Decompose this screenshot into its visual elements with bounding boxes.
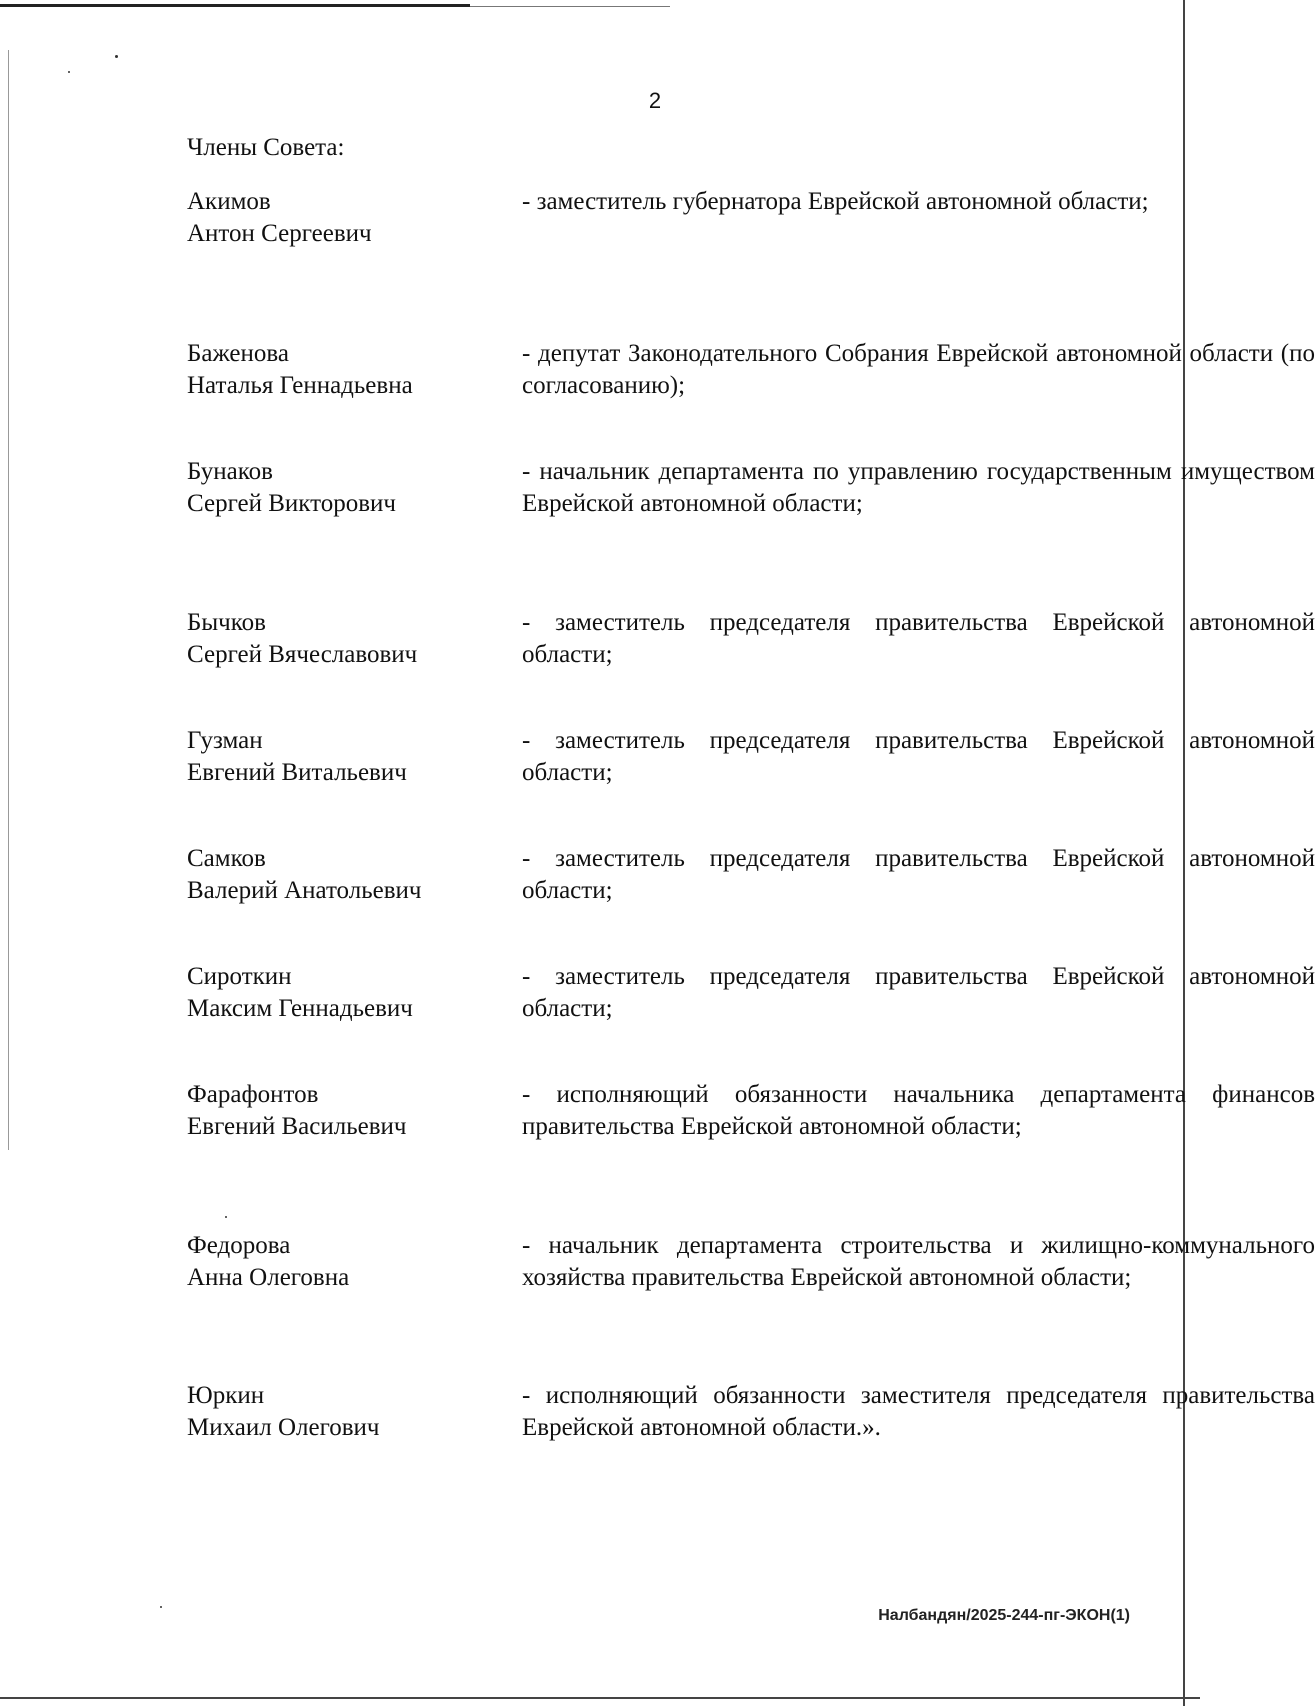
- member-name: [187, 725, 507, 789]
- scan-artifact-top-line: [0, 4, 470, 7]
- scan-speck: [160, 1606, 162, 1608]
- member-given-name: Сергей Вячеславович: [187, 641, 418, 668]
- scan-speck: [68, 71, 70, 73]
- member-given-name: Михаил Олегович: [187, 1414, 380, 1441]
- member-name: [187, 1079, 507, 1143]
- member-role: - заместитель губернатора Еврейской автономной области;: [522, 188, 1149, 215]
- member-role: - заместитель председателя правительства Еврейской автономной области;: [522, 609, 1315, 668]
- member-surname: Фарафонтов: [187, 1081, 319, 1108]
- member-given-name: Антон Сергеевич: [187, 220, 372, 247]
- member-surname: Баженова: [187, 340, 289, 367]
- scan-speck: [225, 1216, 227, 1218]
- member-role: - исполняющий обязанности заместителя председателя правительства Еврейской автономной области.».: [522, 1382, 1315, 1441]
- scan-speck: [115, 55, 118, 58]
- member-given-name: Сергей Викторович: [187, 490, 396, 517]
- member-surname: Федорова: [187, 1232, 291, 1259]
- member-given-name: Евгений Витальевич: [187, 759, 407, 786]
- member-given-name: Анна Олеговна: [187, 1264, 350, 1291]
- member-given-name: Наталья Геннадьевна: [187, 372, 413, 399]
- member-given-name: Валерий Анатольевич: [187, 877, 422, 904]
- scan-artifact-top-line-faint: [470, 6, 670, 7]
- member-name: [187, 1380, 507, 1444]
- member-role: - начальник департамента строительства и жилищно-коммунального хозяйства правительства Еврейской автономной области;: [522, 1232, 1315, 1291]
- member-surname: Акимов: [187, 188, 271, 215]
- member-name: [187, 338, 507, 402]
- member-name: [187, 843, 507, 907]
- page-number: 2: [648, 88, 662, 113]
- member-name: [187, 607, 507, 671]
- member-name: [187, 1230, 507, 1294]
- member-name: [187, 186, 507, 250]
- member-role: - начальник департамента по управлению государственным имуществом Еврейской автономной области;: [522, 458, 1315, 517]
- scan-artifact-left-line: [8, 50, 9, 1150]
- scan-artifact-bottom-line: [0, 1697, 1200, 1699]
- member-role: - заместитель председателя правительства Еврейской автономной области;: [522, 963, 1315, 1022]
- document-code: Налбандян/2025-244-пг-ЭКОН(1): [878, 1607, 1130, 1624]
- member-role: - заместитель председателя правительства Еврейской автономной области;: [522, 727, 1315, 786]
- member-surname: Самков: [187, 845, 266, 872]
- member-name: [187, 456, 507, 520]
- section-label: Члены Совета:: [187, 134, 345, 161]
- member-role: - исполняющий обязанности начальника департамента финансов правительства Еврейской автономной области;: [522, 1081, 1315, 1140]
- member-name: [187, 961, 507, 1025]
- member-surname: Бунаков: [187, 458, 273, 485]
- member-role: - депутат Законодательного Собрания Еврейской автономной области (по согласованию);: [522, 340, 1315, 399]
- member-surname: Бычков: [187, 609, 266, 636]
- member-surname: Гузман: [187, 727, 263, 754]
- member-role: - заместитель председателя правительства Еврейской автономной области;: [522, 845, 1315, 904]
- member-surname: Юркин: [187, 1382, 265, 1409]
- member-surname: Сироткин: [187, 963, 292, 990]
- member-given-name: Евгений Васильевич: [187, 1113, 407, 1140]
- member-given-name: Максим Геннадьевич: [187, 995, 413, 1022]
